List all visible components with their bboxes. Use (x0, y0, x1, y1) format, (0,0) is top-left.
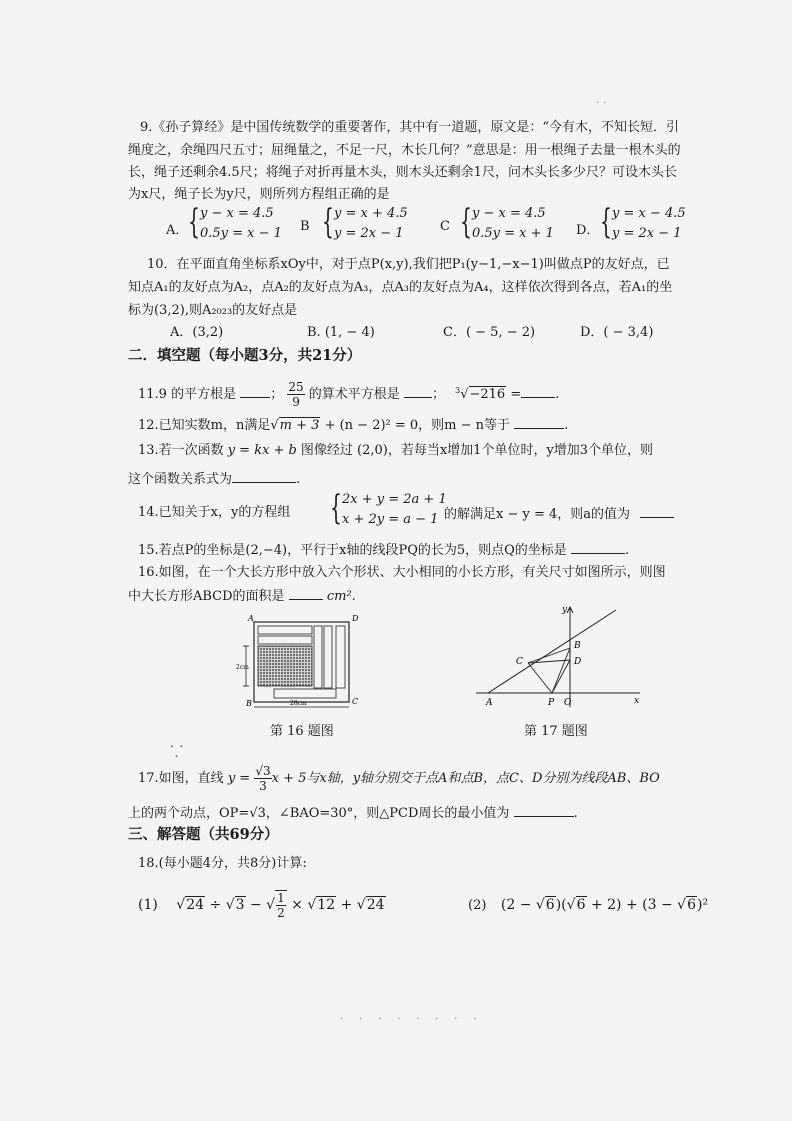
fig16-label-c: C (352, 697, 359, 706)
fig17-label-o: O (564, 698, 572, 708)
small-rect (324, 626, 332, 688)
fig16-label-d: D (352, 614, 359, 623)
answer-blank (514, 803, 574, 817)
fig17-label-p: P (548, 698, 555, 708)
sqrt-icon: √ (266, 897, 276, 913)
q18-part1: (1) √24 ÷ √3 − √ $\frac{1}{2}$ × √12 + √24 (138, 891, 385, 920)
fig16-dim-w: 28cm (290, 700, 307, 707)
fig17-label-c: C (516, 657, 523, 667)
q9-option-d-letter: D． (576, 223, 600, 238)
fraction: $\frac{√3}{3}$ (255, 764, 271, 793)
q10-line3: 标为(3,2),则A₂₀₂₃的友好点是 (128, 303, 298, 318)
sqrt-icon: √ (176, 897, 186, 913)
q10-line2: 知点A₁的友好点为A₂，点A₂的友好点为A₃，点A₃的友好点为A₄，这样依次得到各点，若A₁的坐 (128, 280, 673, 295)
fraction: $\frac{1}{2}$ (277, 891, 285, 920)
brace-icon: { (600, 202, 612, 242)
small-rect (274, 689, 336, 698)
q9-option-a-letter: A． (166, 223, 189, 238)
answer-blank (404, 384, 432, 398)
fig17-caption: 第 17 题图 (524, 724, 588, 739)
fig17-label-b: B (574, 641, 581, 651)
scan-speck: · · (596, 96, 607, 109)
shaded-region (258, 646, 312, 686)
q10-option-c: C．( − 5, − 2) (443, 325, 536, 340)
answer-blank (514, 415, 564, 429)
fraction: $\frac{25}{9}$ (288, 380, 304, 409)
sqrt-icon: √ (535, 897, 545, 913)
section2-title: 二．填空题（每小题3分，共21分） (128, 347, 362, 364)
answer-blank (240, 384, 270, 398)
sqrt-icon: √ (677, 897, 687, 913)
sqrt-icon: √ (225, 897, 235, 913)
section3-title: 三、解答题（共69分） (128, 826, 279, 843)
sqrt-icon: √ (270, 418, 279, 433)
sqrt-icon: √ (307, 897, 317, 913)
q10-option-b: B. (1, − 4) (307, 325, 375, 340)
brace-icon: { (330, 488, 342, 528)
q11: 11.9 的平方根是 ； $\frac{25}{9}$ 的算术平方根是 ； $^3$√−216 = . (138, 380, 560, 409)
small-rect (258, 626, 312, 634)
fig17-label-x: x (634, 696, 640, 706)
q18-part2: (2) (2 − √6)(√6 + 2) + (3 − √6)² (468, 897, 709, 913)
fig16-dim-h: 2cm (236, 664, 249, 671)
q16-line1: 16.如图，在一个大长方形中放入六个形状、大小相同的小长方形，有关尺寸如图所示，则图 (138, 565, 666, 580)
q9-option-c-letter: C (440, 219, 450, 234)
cube-root-icon: √ (460, 387, 469, 402)
q13-line2: 这个函数关系式为 . (128, 469, 300, 489)
q17-line1: 17.如图，直线 y = $\frac{√3}{3}$ x + 5与x轴，y轴分别交于点A和点B，点C、D分别为线段AB、BO (138, 764, 660, 793)
fig17-label-a: A (486, 698, 493, 708)
line-ab (488, 610, 616, 693)
sqrt-icon: √ (566, 897, 576, 913)
q17-line2: 上的两个动点，OP=√3，∠BAO=30°，则△PCD周长的最小值为 . (128, 803, 578, 823)
answer-blank (232, 469, 296, 483)
q9-option-b-letter: B (300, 219, 310, 234)
scan-speck: ⸪ (170, 742, 184, 761)
q13-line1: 13.若一次函数 y = kx + b 图像经过 (2,0)，若每当x增加1个单位时，y增加3个单位，则 (138, 443, 654, 458)
q14-lead: 14.已知关于x，y的方程组 (138, 505, 291, 520)
answer-blank (289, 586, 323, 600)
q10-option-a: A．(3,2) (170, 325, 224, 340)
q16-line2: 中大长方形ABCD的面积是 cm². (128, 586, 356, 606)
scan-speck: · · · · · · · · (340, 1012, 483, 1025)
brace-icon: { (188, 202, 200, 242)
q9-line3: 长，绳子还剩余4.5尺；将绳子对折再量木头，则木头还剩余1尺，问木头长多少尺？可设木头长 (128, 165, 677, 180)
brace-icon: { (322, 202, 334, 242)
q12: 12.已知实数m，n满足√m + 3 + (n − 2)² = 0，则m − n等于 . (138, 415, 568, 435)
q18-head: 18.(每小题4分，共8分)计算: (138, 856, 307, 871)
q10-option-d: D．( − 3,4) (580, 325, 654, 340)
answer-blank (571, 540, 625, 554)
brace-icon: { (460, 202, 472, 242)
q10-line1: 10．在平面直角坐标系xOy中，对于点P(x,y),我们把P₁(y−1,−x−1)叫做点P的友好点，已 (147, 257, 670, 272)
sqrt-icon: √ (356, 897, 366, 913)
q14-tail: 的解满足x − y = 4，则a的值为 (444, 504, 674, 524)
answer-blank (521, 384, 555, 398)
fig17-label-d: D (574, 657, 582, 667)
answer-blank (640, 504, 674, 518)
q15: 15.若点P的坐标是(2,−4)，平行于x轴的线段PQ的长为5，则点Q的坐标是 . (138, 540, 629, 560)
q9-line2: 绳度之，余绳四尺五寸；屈绳量之，不足一尺，木长几何？”意思是：用一根绳子去量一根木头的 (128, 143, 681, 158)
fig16-caption: 第 16 题图 (270, 724, 334, 739)
small-rect (336, 626, 345, 688)
fig17-label-y: y (562, 605, 568, 615)
fig16-label-b: B (246, 699, 252, 708)
fig16-label-a: A (248, 614, 254, 623)
figure-16 (236, 612, 366, 712)
q9-line1: 9.《孙子算经》是中国传统数学的重要著作，其中有一道题，原文是：“今有木，不知长短．引 (140, 120, 680, 135)
small-rect (314, 626, 322, 688)
q9-line4: 为x尺，绳子长为y尺，则所列方程组正确的是 (128, 187, 390, 202)
small-rect (258, 636, 312, 644)
figure-17 (466, 602, 646, 712)
